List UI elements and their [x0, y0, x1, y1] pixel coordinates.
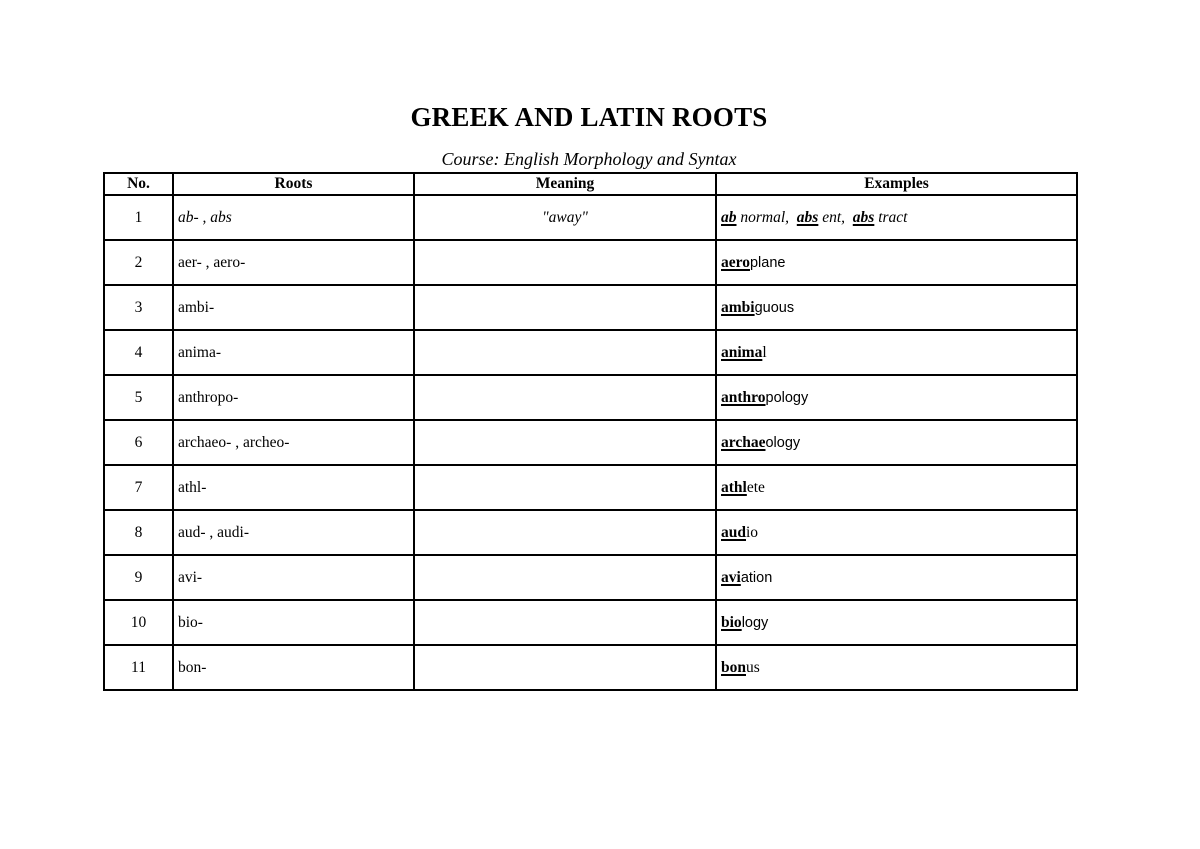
meaning-cell — [414, 510, 716, 555]
row-number: 6 — [104, 420, 173, 465]
example-rest-part: ology — [765, 434, 801, 451]
row-number: 1 — [104, 195, 173, 240]
example-root-part: anthro — [721, 388, 766, 406]
example-rest-part: l — [762, 343, 767, 361]
meaning-cell: "away" — [414, 195, 716, 240]
meaning-cell — [414, 330, 716, 375]
example-rest-part: us — [746, 658, 760, 676]
meaning-cell — [414, 375, 716, 420]
root-cell: bio- — [173, 600, 414, 645]
table-row — [104, 285, 1077, 330]
examples-cell — [716, 555, 1077, 600]
example-root-part: abs — [796, 208, 819, 226]
example-root-part: aud — [721, 523, 746, 541]
root-cell: athl- — [173, 465, 414, 510]
row-number: 8 — [104, 510, 173, 555]
example-root-part: bon — [721, 658, 746, 676]
example-root-part: bio — [721, 613, 742, 631]
header-examples: Examples — [716, 173, 1077, 195]
example-root-part: ab — [721, 208, 737, 226]
row-number: 3 — [104, 285, 173, 330]
table-row — [104, 555, 1077, 600]
example-rest-part: ete — [746, 478, 765, 496]
row-number: 9 — [104, 555, 173, 600]
meaning-cell — [414, 420, 716, 465]
meaning-cell — [414, 465, 716, 510]
example-root-part: archae — [721, 433, 766, 451]
meaning-cell — [414, 645, 716, 690]
example-rest-part: io — [746, 523, 759, 541]
header-meaning: Meaning — [414, 173, 716, 195]
examples-cell — [716, 465, 1077, 510]
meaning-cell — [414, 285, 716, 330]
meaning-cell — [414, 240, 716, 285]
table-row — [104, 645, 1077, 690]
row-number: 10 — [104, 600, 173, 645]
row-number: 2 — [104, 240, 173, 285]
row-number: 4 — [104, 330, 173, 375]
examples-cell — [716, 330, 1077, 375]
course-subtitle: Course: English Morphology and Syntax — [441, 149, 737, 169]
example-root-part: abs — [852, 208, 875, 226]
examples-cell — [716, 600, 1077, 645]
table-row — [104, 510, 1077, 555]
examples-cell — [716, 240, 1077, 285]
root-cell: anthropo- — [173, 375, 414, 420]
header-no: No. — [104, 173, 173, 195]
examples-cell — [716, 645, 1077, 690]
root-cell: avi- — [173, 555, 414, 600]
root-cell: ab- , abs — [173, 195, 414, 240]
table-row — [104, 600, 1077, 645]
example-rest-part: guous — [754, 299, 795, 316]
example-rest-part: pology — [765, 389, 809, 406]
example-root-part: anima — [721, 343, 763, 361]
example-root-part: avi — [721, 568, 741, 586]
examples-cell — [716, 420, 1077, 465]
example-rest-part: plane — [749, 254, 786, 271]
example-root-part: aero — [721, 253, 750, 271]
examples-cell — [716, 375, 1077, 420]
row-number: 7 — [104, 465, 173, 510]
root-cell: anima- — [173, 330, 414, 375]
example-rest-part: logy — [741, 614, 769, 631]
header-roots: Roots — [173, 173, 414, 195]
example-root-part: ambi — [721, 298, 755, 316]
root-cell: aud- , audi- — [173, 510, 414, 555]
table-row — [104, 375, 1077, 420]
examples-cell — [716, 285, 1077, 330]
meaning-cell — [414, 600, 716, 645]
example-rest-part: ation — [740, 569, 773, 586]
row-number: 11 — [104, 645, 173, 690]
root-cell: bon- — [173, 645, 414, 690]
table-row — [104, 420, 1077, 465]
table-row — [104, 465, 1077, 510]
example-rest-part: normal, — [736, 208, 793, 226]
table-row — [104, 240, 1077, 285]
meaning-cell — [414, 555, 716, 600]
root-cell: ambi- — [173, 285, 414, 330]
table-header-row — [104, 173, 1077, 195]
example-rest-part: tract — [874, 208, 908, 226]
row-number: 5 — [104, 375, 173, 420]
root-cell: aer- , aero- — [173, 240, 414, 285]
page-title: GREEK AND LATIN ROOTS — [410, 102, 768, 132]
roots-table — [103, 172, 1078, 691]
example-rest-part: ent, — [818, 208, 849, 226]
table-row — [104, 330, 1077, 375]
table-row — [104, 195, 1077, 240]
examples-cell — [716, 510, 1077, 555]
example-root-part: athl — [721, 478, 747, 496]
examples-cell — [716, 195, 1077, 240]
root-cell: archaeo- , archeo- — [173, 420, 414, 465]
